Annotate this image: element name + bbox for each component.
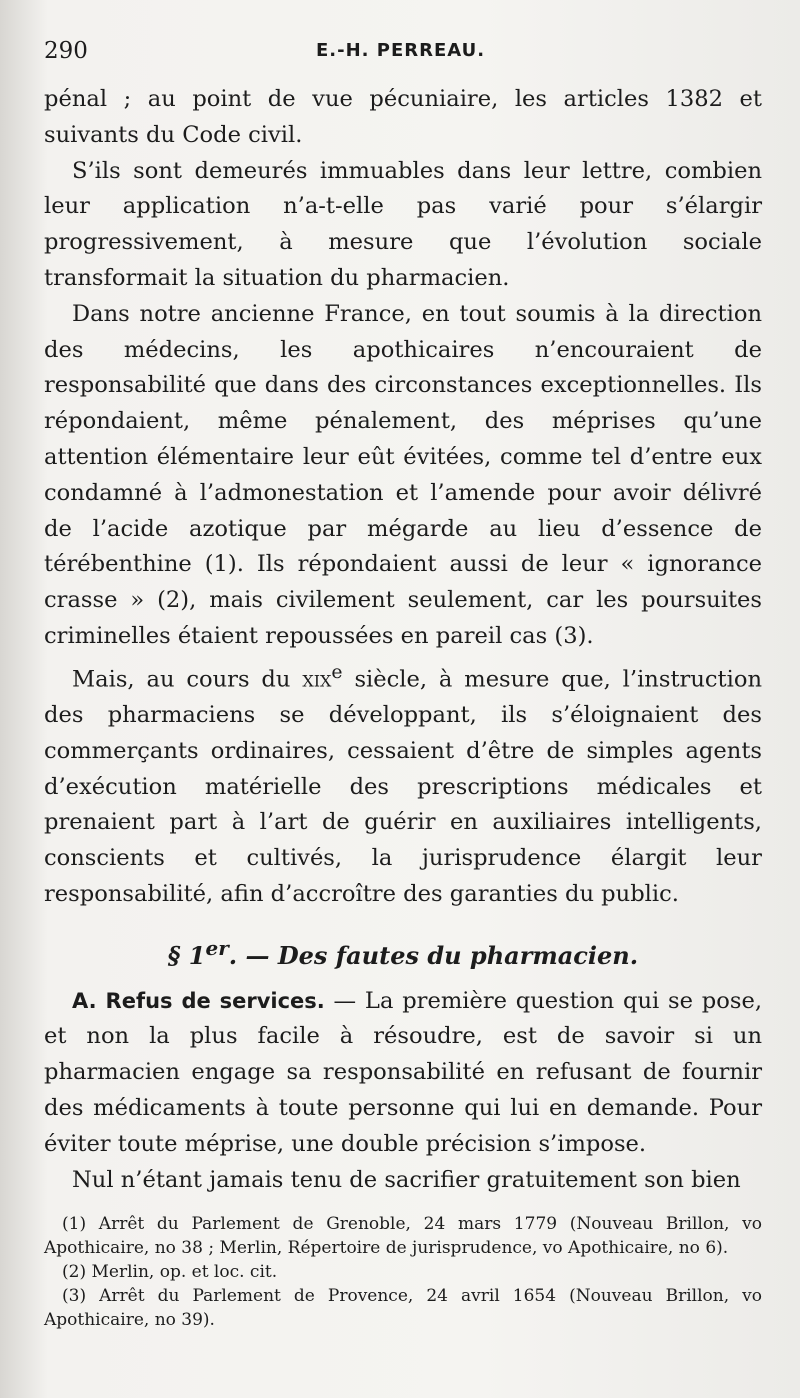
paragraph-4: Mais, au cours du xix$^e$ siècle, à mesure que, l’instruction des pharmaciens se développant, ils s’éloignaient des commerçants ordinaires, cessaient d’être de simples agents d’exécution matérielle des prescriptions médicales et prenaient part à l’art de guérir en auxiliaires intelligents, conscients et cultivés, la jurisprudence élargit leur responsabilité, afin d’accroître des garanties du public.	[44, 661, 762, 908]
subsection-heading: A. Refus de services.	[72, 988, 325, 1013]
body-text	[44, 82, 762, 1198]
footnote-3: (3) Arrêt du Parlement de Provence, 24 avril 1654 (Nouveau Brillon, vo Apothicaire, no 39).	[44, 1286, 762, 1331]
paragraph-2: S’ils sont demeurés immuables dans leur lettre, combien leur application n’a-t-elle pas varié pour s’élargir progressivement, à mesure que l’évolution sociale transformait la situation du pharmacien.	[44, 157, 762, 291]
page-header	[44, 34, 762, 74]
paragraph-5: A. Refus de services. — La première question qui se pose, et non la plus facile à résoudre, est de savoir si un pharmacien engage sa responsabilité en refusant de fournir des médicaments à toute personne qui lui en demande. Pour éviter toute méprise, une double précision s’impose.	[44, 987, 762, 1157]
page-number: 290	[44, 38, 88, 64]
paragraph-3: Dans notre ancienne France, en tout soumis à la direction des médecins, les apothicaires n’encouraient de responsabilité que dans des circonstances exceptionnelles. Ils répondaient, même pénalement, des méprises qu’une attention élémentaire leur eût évitées, comme tel d’entre eux condamné à l’admonestation et l’amende pour avoir délivré de l’acide azotique par mégarde au lieu d’essence de térébenthine (1). Ils répondaient aussi de leur « ignorance crasse » (2), mais civilement seulement, car les poursuites criminelles étaient repoussées en pareil cas (3).	[44, 300, 762, 649]
paragraph-6: Nul n’étant jamais tenu de sacrifier gratuitement son bien	[72, 1166, 741, 1193]
paragraph-1: pénal ; au point de vue pécuniaire, les articles 1382 et suivants du Code civil.	[44, 86, 762, 148]
footnote-1: (1) Arrêt du Parlement de Grenoble, 24 mars 1779 (Nouveau Brillon, vo Apothicaire, no 38 ; Merlin, Répertoire de jurisprudence, vo Apothicaire, no 6).	[44, 1214, 762, 1259]
century-numeral: xix	[302, 666, 332, 693]
section-heading: § 1er. — Des fautes du pharmacien.	[167, 935, 639, 970]
footnote-2: (2) Merlin, op. et loc. cit.	[62, 1262, 278, 1283]
footnotes	[44, 1212, 762, 1332]
running-head: E.-H. PERREAU.	[316, 40, 486, 61]
century-superscript: e	[331, 661, 343, 683]
